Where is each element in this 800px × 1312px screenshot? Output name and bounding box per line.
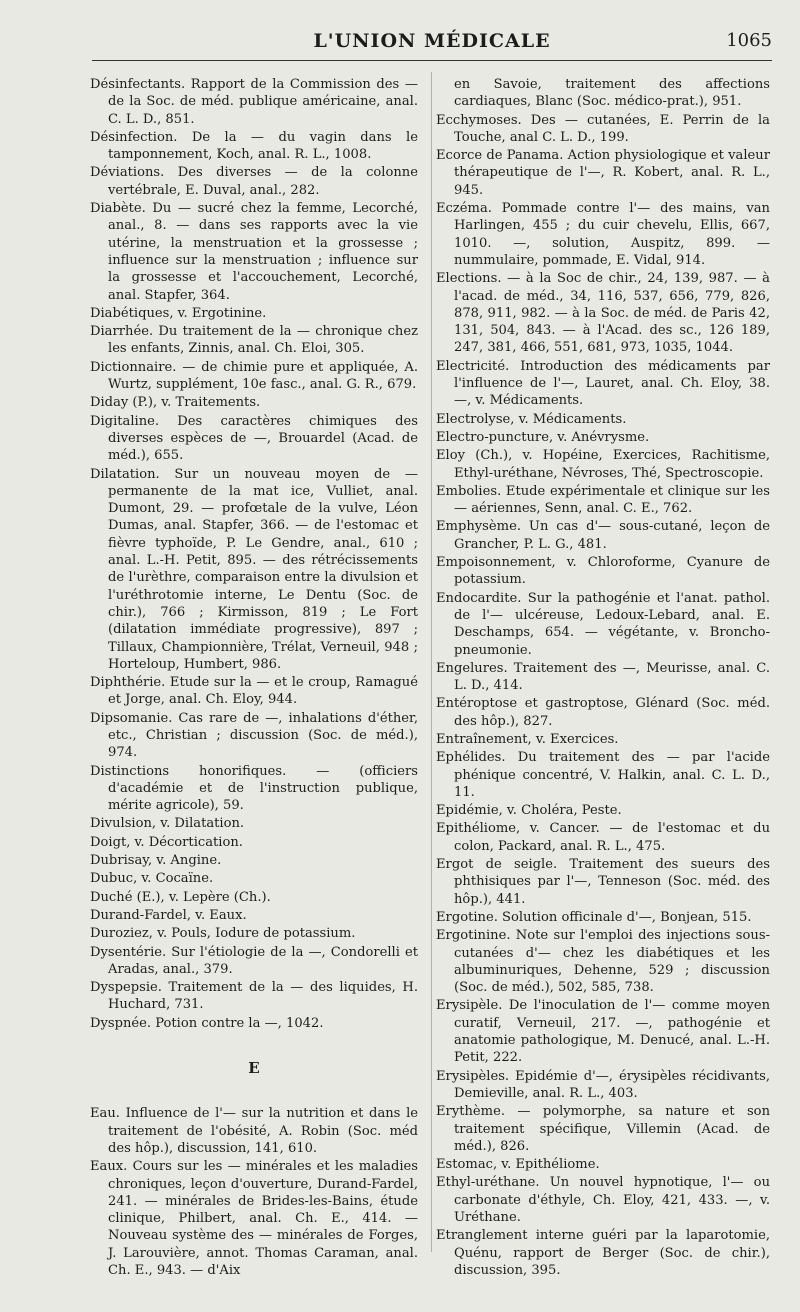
index-entry: Diarrhée. Du traitement de la — chronique chez les enfants, Zinnis, anal. Ch. Eloi, 305. — [90, 324, 418, 357]
entries-e-right — [436, 112, 770, 1280]
section-letter: E — [248, 1059, 260, 1078]
index-entry: Duroziez, v. Pouls, Iodure de potassium. — [90, 926, 356, 942]
column-divider — [431, 72, 432, 1252]
page-header — [92, 30, 772, 52]
index-entry: Ergotinine. Note sur l'emploi des injections sous-cutanées d'— chez les diabétiques et les albuminuriques, Dehenne, 529 ; discussion (Soc. de méd.), 502, 585, 738. — [436, 928, 770, 996]
index-entry: Dilatation. Sur un nouveau moyen de — permanente de la mat ice, Vulliet, anal. Dumont, 29. — profœtale de la vulve, Léon Dumas, anal. Stapfer, 366. — de l'estomac et fièvre typhoïde, P. Le Gendre, anal., 610 ; anal. L.-H. Petit, 895. — des rétrécissements de l'urèthre, comparaison entre la divulsion et l'uréthrotomie interne, Le Dentu (Soc. de chir.), 766 ; Kirmisson, 819 ; Le Fort (dilatation immédiate progressive), 897 ; Tillaux, Championnière, Trélat, Verneuil, 948 ; Horteloup, Humbert, 986. — [90, 466, 418, 672]
index-entry: Entraînement, v. Exercices. — [436, 731, 619, 747]
index-entry: Dictionnaire. — de chimie pure et appliquée, A. Wurtz, supplément, 10e fasc., anal. G. R., 679. — [90, 359, 418, 393]
entries-d — [90, 76, 418, 1032]
index-entry: Durand-Fardel, v. Eaux. — [90, 907, 247, 923]
index-entry: Ergotine. Solution officinale d'—, Bonjean, 515. — [436, 909, 752, 925]
index-entry: Emphysème. Un cas d'— sous-cutané, leçon de Grancher, P. L. G., 481. — [436, 519, 770, 552]
header-rule — [92, 60, 772, 61]
index-entry: Dyspnée. Potion contre la —, 1042. — [90, 1015, 324, 1031]
entries-e — [90, 1105, 418, 1279]
index-entry: Dubrisay, v. Angine. — [90, 853, 222, 869]
index-entry: Ephélides. Du traitement des — par l'acide phénique concentré, V. Halkin, anal. C. L. D., 11. — [436, 750, 770, 800]
index-entry: Elections. — à la Soc de chir., 24, 139, 987. — à l'acad. de méd., 34, 116, 537, 656, 779, 826, 878, 911, 982. — à la Soc. de méd. de Paris 42, 131, 504, 843. — à l'Acad. des sc., 126 189, 247, 381, 466, 551, 681, 973, 1035, 1044. — [436, 271, 770, 356]
index-entry: Epidémie, v. Choléra, Peste. — [436, 803, 622, 819]
index-entry: Ergot de seigle. Traitement des sueurs des phthisiques par l'—, Tenneson (Soc. méd. des hôp.), 441. — [436, 857, 770, 907]
index-entry: Embolies. Etude expérimentale et clinique sur les — aériennes, Senn, anal. C. E., 762. — [436, 483, 770, 517]
index-entry: Ethyl-uréthane. Un nouvel hypnotique, l'— ou carbonate d'éthyle, Ch. Eloy, 421, 433. —, v. Uréthane. — [436, 1175, 770, 1225]
index-entry: Electrolyse, v. Médicaments. — [436, 411, 627, 427]
index-entry: Electricité. Introduction des médicaments par l'influence de l'—, Lauret, anal. Ch. Eloy, 38. —, v. Médicaments. — [436, 358, 770, 409]
index-entry: Ecorce de Panama. Action physiologique et valeur thérapeutique de l'—, R. Kobert, anal. R. L., 945. — [436, 148, 770, 198]
index-entry: Duché (E.), v. Lepère (Ch.). — [90, 889, 271, 905]
index-entry: Dipsomanie. Cas rare de —, inhalations d'éther, etc., Christian ; discussion (Soc. de méd.), 974. — [90, 710, 418, 761]
index-entry: Erythème. — polymorphe, sa nature et son traitement spécifique, Villemin (Acad. de méd.), 826. — [436, 1104, 770, 1154]
index-entry: Déviations. Des diverses — de la colonne vertébrale, E. Duval, anal., 282. — [90, 165, 418, 198]
index-entry: Désinfectants. Rapport de la Commission des — de la Soc. de méd. publique américaine, anal. C. L. D., 851. — [90, 77, 418, 127]
index-entry: Entéroptose et gastroptose, Glénard (Soc. méd. des hôp.), 827. — [436, 696, 770, 729]
index-entry: Empoisonnement, v. Chloroforme, Cyanure de potassium. — [436, 555, 770, 588]
index-entry: Diphthérie. Etude sur la — et le croup, Ramagué et Jorge, anal. Ch. Eloy, 944. — [90, 675, 418, 708]
page-number: 1065 — [726, 30, 772, 51]
index-entry: Digitaline. Des caractères chimiques des diverses espèces de —, Brouardel (Acad. de méd.), 655. — [90, 413, 418, 464]
index-entry: Diabète. Du — sucré chez la femme, Lecorché, anal., 8. — dans ses rapports avec la vie utérine, la menstruation et la grossesse ; influence sur la menstruation ; influence sur la grossesse et l'accouchement, Lecorché, anal. Stapfer, 364. — [90, 201, 418, 303]
index-entry: Eau. Influence de l'— sur la nutrition et dans le traitement de l'obésité, A. Robin (Soc. méd des hôp.), discussion, 141, 610. — [90, 1106, 418, 1156]
index-entry: Divulsion, v. Dilatation. — [90, 816, 245, 832]
index-entry: Doigt, v. Décortication. — [90, 834, 243, 850]
index-entry: Erysipèle. De l'inoculation de l'— comme moyen curatif, Verneuil, 217. —, pathogénie et anatomie pathologique, M. Denucé, anal. L.-H. Petit, 222. — [436, 998, 770, 1066]
left-column — [90, 76, 418, 1280]
right-column — [436, 76, 770, 1280]
index-entry: Eaux. Cours sur les — minérales et les maladies chroniques, leçon d'ouverture, Durand-Fardel, 241. — minérales de Brides-les-Bains, étude clinique, Philbert, anal. Ch. E., 414. — Nouveau système des — minérales de Forges, J. Larouvière, annot. Thomas Caraman, anal. Ch. E., 943. — d'Aix — [90, 1159, 418, 1278]
continued-entry: en Savoie, traitement des affections cardiaques, Blanc (Soc. médico-prat.), 951. — [454, 77, 770, 110]
index-entry: Dubuc, v. Cocaïne. — [90, 871, 214, 887]
index-entry: Epithéliome, v. Cancer. — de l'estomac et du colon, Packard, anal. R. L., 475. — [436, 821, 770, 854]
index-entry: Dyspepsie. Traitement de la — des liquides, H. Huchard, 731. — [90, 980, 418, 1013]
index-entry: Engelures. Traitement des —, Meurisse, anal. C. L. D., 414. — [436, 660, 770, 694]
index-entry: Diday (P.), v. Traitements. — [90, 395, 261, 411]
index-entry: Distinctions honorifiques. — (officiers d'académie et de l'instruction publique, mérite agricole), 59. — [90, 763, 418, 814]
index-entry: Estomac, v. Epithéliome. — [436, 1157, 600, 1173]
index-entry: Etranglement interne guéri par la laparotomie, Quénu, rapport de Berger (Soc. de chir.), discussion, 395. — [436, 1228, 770, 1278]
index-entry: Electro-puncture, v. Anévrysme. — [436, 429, 650, 445]
index-entry: Diabétiques, v. Ergotinine. — [90, 305, 267, 321]
index-entry: Eczéma. Pommade contre l'— des mains, van Harlingen, 455 ; du cuir chevelu, Ellis, 667, 1010. —, solution, Auspitz, 899. — nummulaire, pommade, E. Vidal, 914. — [436, 201, 770, 268]
index-entry: Endocardite. Sur la pathogénie et l'anat. pathol. de l'— ulcéreuse, Ledoux-Lebard, anal. E. Deschamps, 654. — végétante, v. Broncho-pneumonie. — [436, 590, 770, 658]
index-entry: Erysipèles. Epidémie d'—, érysipèles récidivants, Demieville, anal. R. L., 403. — [436, 1068, 770, 1101]
running-title: L'UNION MÉDICALE — [313, 30, 551, 52]
index-entry: Eloy (Ch.), v. Hopéine, Exercices, Rachitisme, Ethyl-uréthane, Névroses, Thé, Spectroscopie. — [436, 448, 770, 481]
index-entry: Désinfection. De la — du vagin dans le tamponnement, Koch, anal. R. L., 1008. — [90, 129, 418, 163]
index-entry: Ecchymoses. Des — cutanées, E. Perrin de la Touche, anal C. L. D., 199. — [436, 112, 770, 145]
index-entry: Dysentérie. Sur l'étiologie de la —, Condorelli et Aradas, anal., 379. — [90, 944, 418, 977]
